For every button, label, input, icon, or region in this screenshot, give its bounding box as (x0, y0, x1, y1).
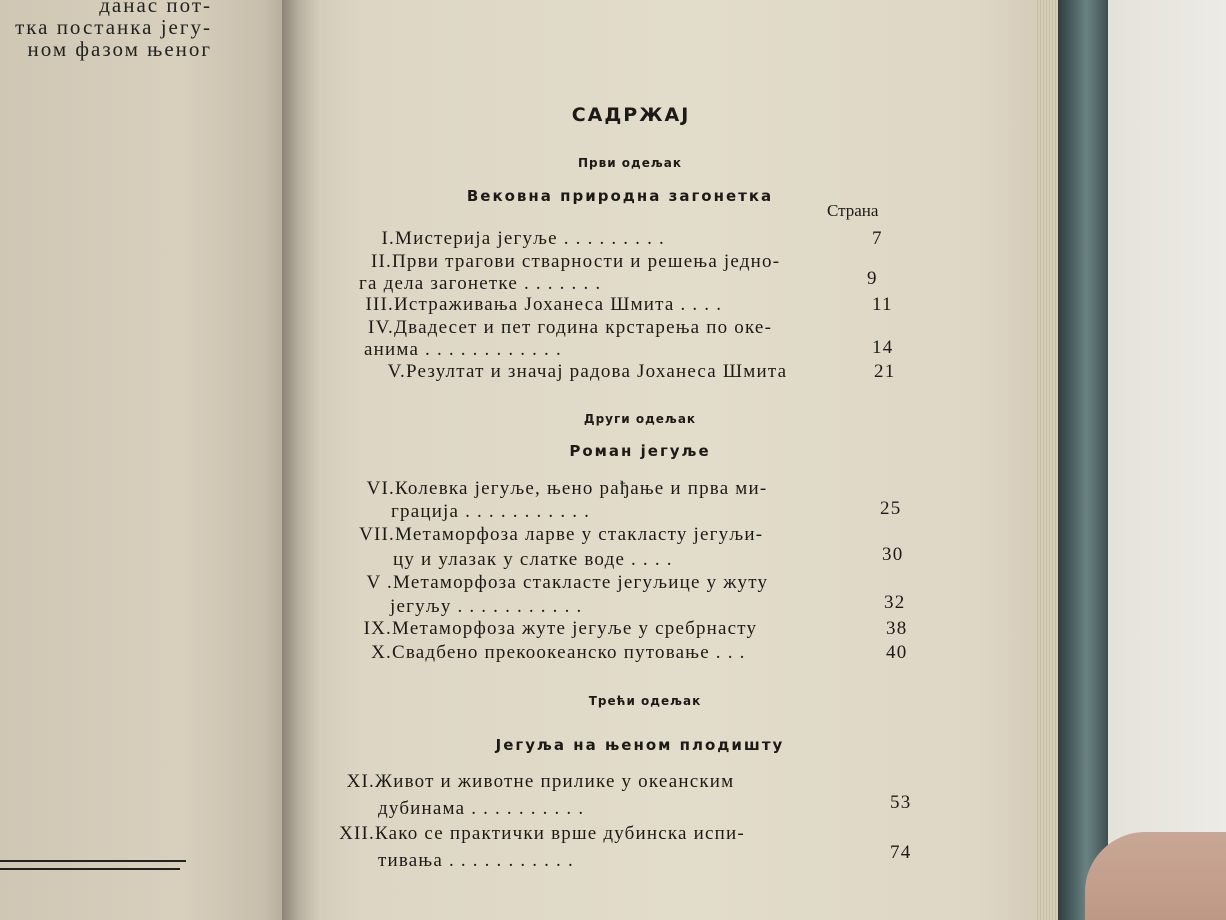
page-number: 30 (882, 544, 904, 565)
chapter-title: Метаморфоза ларве у стакласту јегуљи- (395, 524, 764, 545)
chapter-numeral: I. (381, 228, 395, 249)
chapter-numeral: VI. (366, 478, 395, 499)
left-page (0, 0, 300, 920)
page-number: 53 (890, 792, 912, 813)
chapter-title: Резултат и значај радова Јоханеса Шмита (406, 361, 788, 382)
contents-title: САДРЖАЈ (571, 104, 691, 126)
chapter-title: Истраживања Јоханеса Шмита . . . . (394, 294, 723, 315)
chapter-title: Двадесет и пет година крстарења по оке- (394, 317, 773, 338)
page-number: 25 (880, 498, 902, 519)
left-page-line: данас пот- (99, 0, 212, 17)
page-number: 74 (890, 842, 912, 863)
chapter-title: Колевка јегуље, њено рађање и прва ми- (395, 478, 768, 499)
chapter-numeral: VII. (359, 524, 395, 545)
chapter-numeral: X. (371, 642, 392, 663)
section-label: Први одељак (577, 156, 683, 170)
page-rule (0, 860, 186, 862)
chapter-numeral: V . (366, 572, 393, 593)
page-number: 14 (872, 337, 894, 358)
chapter-numeral: IV. (368, 317, 394, 338)
left-page-line: тка постанка јегу- (15, 15, 212, 39)
background-wall (1108, 0, 1226, 920)
chapter-title: Живот и животне прилике у океанским (375, 771, 735, 792)
chapter-title: Како се практички врше дубинска испи- (375, 823, 745, 844)
page-number: 38 (886, 618, 908, 639)
chapter-numeral: II. (370, 251, 392, 272)
table-of-contents (330, 0, 940, 920)
chapter-numeral: V. (387, 361, 406, 382)
chapter-title: анима . . . . . . . . . . . . (364, 339, 562, 360)
section-title: Вековна природна загонетка (466, 187, 774, 205)
page-rule (0, 868, 180, 870)
page-number: 9 (867, 268, 878, 289)
page-number: 21 (874, 361, 896, 382)
left-page-line: ном фазом њеног (27, 37, 212, 61)
book-cover (1058, 0, 1110, 920)
thumb (1085, 832, 1226, 920)
chapter-numeral: IX. (363, 618, 392, 639)
page-number: 40 (886, 642, 908, 663)
chapter-numeral: XII. (339, 823, 375, 844)
page-number: 32 (884, 592, 906, 613)
chapter-title: тивања . . . . . . . . . . . (378, 850, 574, 871)
section-title: Јегуља на њеном плодишту (495, 736, 785, 754)
page-column-header: Страна (827, 201, 879, 220)
chapter-title: јегуљу . . . . . . . . . . . (390, 596, 583, 617)
page-number: 7 (872, 228, 883, 249)
chapter-title: Метаморфоза стакласте јегуљице у жуту (393, 572, 769, 593)
chapter-title: цу и улазак у слатке воде . . . . (393, 549, 673, 570)
chapter-title: Свадбено прекоокеанско путовање . . . (392, 642, 746, 663)
chapter-title: Метаморфоза жуте јегуље у сребрнасту (392, 618, 758, 639)
left-page-text (15, 0, 212, 60)
section-title: Роман јегуље (569, 442, 711, 460)
section-label: Трећи одељак (588, 694, 702, 708)
chapter-title: Мистерија јегуље . . . . . . . . . (395, 228, 665, 249)
chapter-title: Први трагови стварности и решења једно- (392, 251, 781, 272)
chapter-title: га дела загонетке . . . . . . . (359, 273, 602, 294)
section-label: Други одељак (583, 412, 697, 426)
chapter-numeral: XI. (346, 771, 375, 792)
chapter-title: грација . . . . . . . . . . . (391, 501, 591, 522)
chapter-title: дубинама . . . . . . . . . . (378, 798, 585, 819)
chapter-numeral: III. (365, 294, 394, 315)
page-number: 11 (872, 294, 893, 315)
